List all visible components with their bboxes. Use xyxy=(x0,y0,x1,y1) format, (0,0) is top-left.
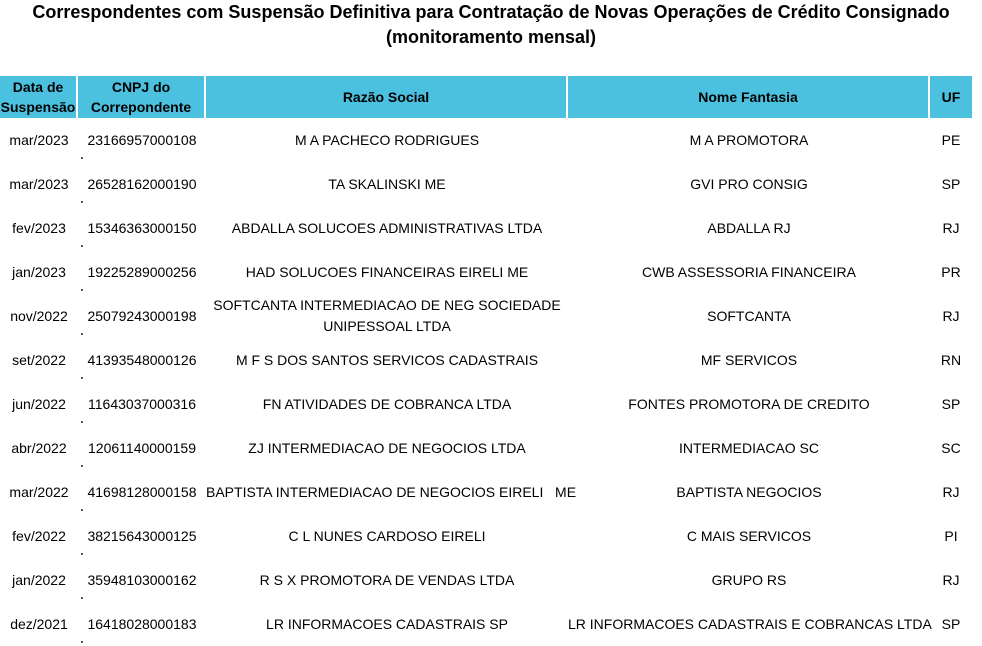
cell-cnpj: 38215643000125 xyxy=(78,514,206,558)
cell-data: jun/2022 xyxy=(12,395,66,412)
page-title xyxy=(0,0,982,50)
cell-cnpj: 41393548000126 xyxy=(78,338,206,382)
cell-cnpj: 41698128000158 xyxy=(78,470,206,514)
cell-nome-fantasia: CWB ASSESSORIA FINANCEIRA xyxy=(642,263,856,280)
cell-uf: SP xyxy=(941,615,961,632)
cell-razao-social: M A PACHECO RODRIGUES xyxy=(294,131,480,148)
cell-razao-social: TA SKALINSKI ME xyxy=(328,175,446,192)
cell-cnpj: 23166957000108 xyxy=(78,118,206,162)
table-row xyxy=(0,338,972,382)
table-row xyxy=(0,118,972,162)
cell-razao-social: M F S DOS SANTOS SERVICOS CADASTRAIS xyxy=(235,351,539,368)
cell-razao-social: BAPTISTA INTERMEDIACAO DE NEGOCIOS EIRELI ME xyxy=(206,483,577,500)
cell-cnpj: 15346363000150 xyxy=(78,206,206,250)
cell-cnpj: 19225289000256 xyxy=(78,250,206,294)
cell-nome-fantasia: M A PROMOTORA xyxy=(689,131,809,148)
cell-data: mar/2023 xyxy=(9,175,69,192)
cell-nome-fantasia: MF SERVICOS xyxy=(700,351,798,368)
cell-nome-fantasia: FONTES PROMOTORA DE CREDITO xyxy=(628,395,870,412)
cell-cnpj: 11643037000316 xyxy=(78,382,206,426)
table-row xyxy=(0,382,972,426)
cell-uf: RJ xyxy=(942,219,960,236)
cell-razao-social: C L NUNES CARDOSO EIRELI xyxy=(288,527,486,544)
cell-cnpj: 12061140000159 xyxy=(78,426,206,470)
cell-razao-social: ZJ INTERMEDIACAO DE NEGOCIOS LTDA xyxy=(248,439,526,456)
cell-uf: RN xyxy=(940,351,962,368)
cell-razao-social: SOFTCANTA INTERMEDIACAO DE NEG SOCIEDADE UNIPESSOAL LTDA xyxy=(213,297,561,334)
cell-uf: SP xyxy=(941,395,961,412)
cell-data: mar/2022 xyxy=(9,483,69,500)
cell-nome-fantasia: ABDALLA RJ xyxy=(707,219,791,236)
table-row xyxy=(0,162,972,206)
cell-razao-social: R S X PROMOTORA DE VENDAS LTDA xyxy=(259,571,515,588)
table-row xyxy=(0,206,972,250)
table-row xyxy=(0,426,972,470)
cell-uf: RJ xyxy=(942,307,960,324)
cell-uf: RJ xyxy=(942,571,960,588)
header-nome-fantasia: Nome Fantasia xyxy=(568,76,930,118)
cell-nome-fantasia: SOFTCANTA xyxy=(707,307,791,324)
cell-uf: PI xyxy=(944,527,958,544)
cell-uf: PR xyxy=(941,263,961,280)
cell-data: abr/2022 xyxy=(11,439,67,456)
cell-data: dez/2021 xyxy=(10,615,68,632)
cell-data: nov/2022 xyxy=(10,307,68,324)
table-row xyxy=(0,558,972,602)
page-title-line-2: (monitoramento mensal) xyxy=(385,27,597,47)
cell-uf: RJ xyxy=(942,483,960,500)
cell-data: jan/2023 xyxy=(12,263,66,280)
table-row xyxy=(0,514,972,558)
suspension-table xyxy=(0,76,972,646)
cell-data: fev/2023 xyxy=(12,219,66,236)
cell-nome-fantasia: INTERMEDIACAO SC xyxy=(678,439,819,456)
cell-cnpj: 26528162000190 xyxy=(78,162,206,206)
cell-nome-fantasia: GRUPO RS xyxy=(711,571,787,588)
cell-razao-social: ABDALLA SOLUCOES ADMINISTRATIVAS LTDA xyxy=(231,219,543,236)
table-row xyxy=(0,470,972,514)
page-title-line-1: Correspondentes com Suspensão Definitiva para Contratação de Novas Operações de Crédito Consignado xyxy=(32,2,950,22)
cell-razao-social: LR INFORMACOES CADASTRAIS SP xyxy=(266,615,508,632)
cell-uf: PE xyxy=(941,131,961,148)
header-data-suspensao: Data de Suspensão xyxy=(0,76,78,118)
table-row xyxy=(0,250,972,294)
cell-razao-social: FN ATIVIDADES DE COBRANCA LTDA xyxy=(262,395,512,412)
cell-nome-fantasia: C MAIS SERVICOS xyxy=(686,527,812,544)
header-uf: UF xyxy=(930,76,972,118)
cell-uf: SP xyxy=(941,175,961,192)
cell-data: set/2022 xyxy=(12,351,66,368)
cell-data: mar/2023 xyxy=(9,131,69,148)
cell-cnpj: 25079243000198 xyxy=(78,294,206,338)
header-cnpj: CNPJ do Correpondente xyxy=(78,76,206,118)
cell-nome-fantasia: GVI PRO CONSIG xyxy=(690,175,808,192)
cell-data: fev/2022 xyxy=(12,527,66,544)
cell-nome-fantasia: LR INFORMACOES CADASTRAIS E COBRANCAS LTDA xyxy=(568,615,932,632)
table-row xyxy=(0,602,972,646)
cell-uf: SC xyxy=(941,439,961,456)
cell-data: jan/2022 xyxy=(12,571,66,588)
cell-cnpj: 35948103000162 xyxy=(78,558,206,602)
cell-razao-social: HAD SOLUCOES FINANCEIRAS EIRELI ME xyxy=(245,263,529,280)
table-header-row xyxy=(0,76,972,118)
table-row xyxy=(0,294,972,338)
cell-cnpj: 16418028000183 xyxy=(78,602,206,646)
header-razao-social: Razão Social xyxy=(206,76,568,118)
cell-nome-fantasia: BAPTISTA NEGOCIOS xyxy=(676,483,822,500)
